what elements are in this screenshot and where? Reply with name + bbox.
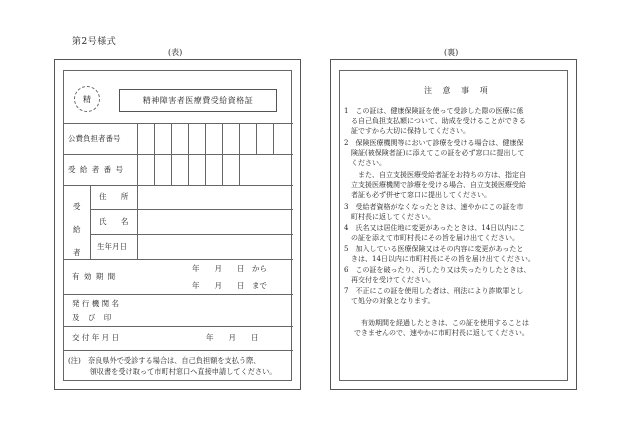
note-item-7: 7 不正にこの証を使用した者は、刑法により詐欺罪とし て処分の対象となります。 — [344, 287, 524, 306]
form-number: 第2号様式 — [72, 37, 117, 47]
recipient-label: 受 給 者 — [73, 202, 81, 257]
issuer-label-line1: 発 行 機 関 名 — [72, 299, 120, 308]
birthdate-label: 生年月日 — [97, 242, 127, 251]
front-inner-frame — [63, 70, 292, 381]
back-label: (裏) — [444, 48, 459, 57]
seal-mark: 精 — [74, 86, 100, 112]
address-label: 住 所 — [99, 192, 135, 201]
back-card — [330, 59, 577, 390]
payer-number-label: 公費負担者番号 — [68, 134, 121, 143]
issue-date-value: 年 月 日 — [206, 333, 259, 342]
note-item-1: 1 この証は、健康保険証を使って受診した際の医療に係 る自己負担支払額について、助成を受けることができる 証ですから大切に保持してください。 — [344, 107, 526, 136]
note-item-6: 6 この証を破ったり、汚したり又は失ったりしたときは、 再交付を受けてください。 — [344, 266, 531, 285]
note-item-3: 3 受給者資格がなくなったときは、速やかにこの証を市 町村長に返してください。 — [344, 203, 524, 222]
back-inner-frame — [339, 70, 568, 381]
validity-label: 有 効 期 間 — [72, 272, 117, 281]
recipient-number-label: 受 給 者 番 号 — [68, 165, 125, 174]
issuer-label-line2: 及 び 印 — [72, 313, 115, 322]
note-item-5: 5 加入している医療保険又はその内容に変更があったと きは、14日以内に市町村長にその旨を届け出てください。 — [344, 245, 535, 264]
note-item-2: 2 保険医療機関等において診療を受ける場合は、健康保 険証(被保険者証)に添えてこの証を必ず窓口に提出して ください。 — [344, 139, 525, 168]
validity-to: 年 月 日 まで — [192, 281, 267, 290]
front-note: (注) 奈良県外で受診する場合は、自己負担額を支払う際、 領収書を受け取って市町村窓口へ直接申請してください。 — [68, 356, 277, 376]
issue-date-label: 交 付 年 月 日 — [72, 333, 120, 342]
front-label: (表) — [168, 48, 183, 57]
note-item-4: 4 氏名又は居住地に変更があったときは、14日以内にこ の証を添えて市町村長にその旨を届け出てください。 — [344, 224, 526, 243]
validity-from: 年 月 日 から — [192, 264, 267, 273]
back-title: 注 意 事 項 — [424, 86, 492, 95]
certificate-title: 精神障害者医療費受給資格証 — [119, 89, 277, 112]
note-item-2b: また、自立支援医療受給者証をお持ちの方は、指定自 立支援医療機関で診療を受ける場合、自立支援医療受給 者証も必ず併せて窓口に提出してください。 — [350, 171, 526, 200]
note-expiry: 有効期間を経過したときは、この証を使用することは できませんので、速やかに市町村長に返してください。 — [354, 319, 529, 338]
name-label: 氏 名 — [99, 217, 135, 226]
front-card — [54, 59, 301, 390]
